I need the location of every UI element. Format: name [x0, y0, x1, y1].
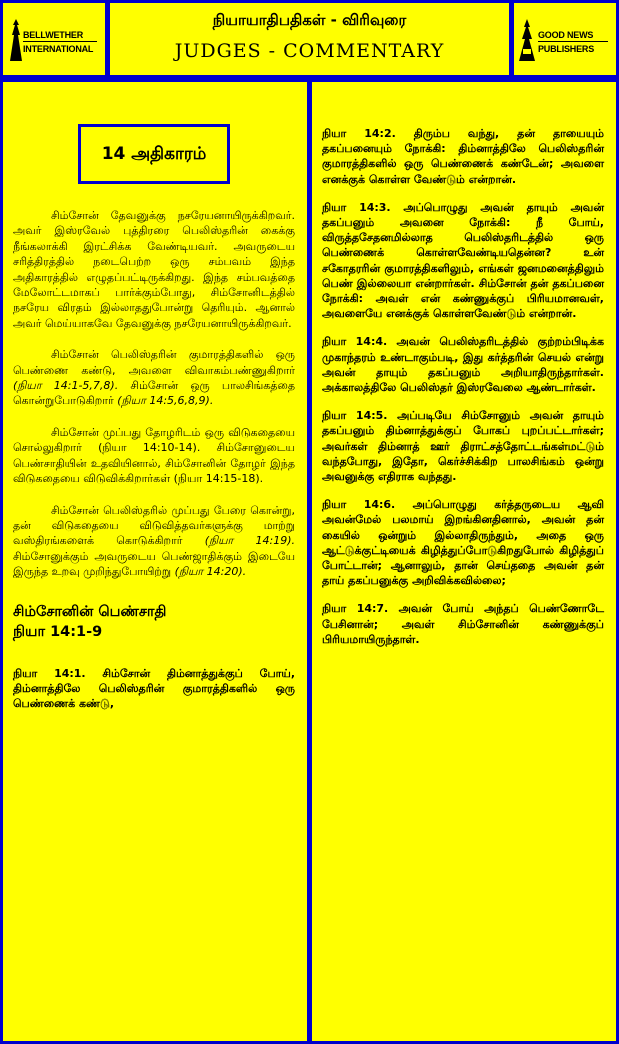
page-header [0, 0, 619, 79]
verse-14-6: நியா 14:6. அப்பொழுது கர்த்தருடைய ஆவி அவன்மேல் பலமாய் இறங்கினதினால், அவன் தன் கையில் ஒன்றும் இல்லாதிருந்தும், அதை ஒரு ஆட்டுக்குட்டியைக் கிழித்துப்போடுகிறதுபோல் கிழித்துப் போட்டான்; ஆனாலும், தான் செய்ததை அவன் தன் தாய் தகப்பனுக்கு அறிவிக்கவில்லை; [322, 498, 604, 588]
section-heading: சிம்சோனின் பெண்சாதி [13, 603, 167, 620]
scripture-ref: (நியா 14:5,6,8,9). [117, 394, 214, 408]
good-news-logo [514, 3, 616, 75]
intro-paragraph: சிம்சோன் தேவனுக்கு நசரேயனாயிருக்கிறவர். அவர் இஸ்ரவேல் புத்திரரை பெலிஸ்தரின் கைக்கு நீங்கலாக்கி இரட்சிக்க வேண்டியவர். அவருடைய சரித்திரத்தில் நடைபெற்ற ஒரு சம்பவம் இந்த அதிகாரத்தில் எழுதப்பட்டிருக்கிறது. இந்த சம்பவத்தை மேலோட்டமாகப் பார்க்கும்போது, சிம்சோனிடத்தில் நசரேய விரதம் இல்லாததுபோன்று தெரியும். ஆனால் அவர் மெய்யாகவே தேவனுக்கு நசரேயனாயிருக்கிறவர். [13, 209, 295, 330]
good-news-book-icon [518, 19, 536, 61]
verse-14-1: நியா 14:1. சிம்சோன் திம்னாத்துக்குப் போய், திம்னாத்திலே பெலிஸ்தரின் குமாரத்திகளில் ஒரு பெண்ணைக் கண்டு, [13, 666, 295, 710]
good-news-logo-line2: PUBLISHERS [538, 44, 595, 54]
summary-paragraph-3 [13, 503, 295, 580]
verse-14-5: நியா 14:5. அப்படியே சிம்சோனும் அவன் தாயும் தகப்பனும் திம்னாத்துக்குப் போகப் புறப்பட்டார்கள்; அவர்கள் திம்னாத் ஊர் திராட்சத்தோட்டங்கள்மட்டும் வந்தபோது, இதோ, கெர்ச்சிக்கிற பாலசிங்கம் ஒன்று அவனுக்கு எதிராக வந்தது. [322, 409, 604, 484]
summary-text-b: சிம்சோனுக்கும் அவருடைய பெண்ஜாதிக்கும் இடையே இருந்த உறவு முறிந்துபோயிற்று [13, 549, 295, 579]
summary-text-a: சிம்சோன் பெலிஸ்தரின் குமாரத்திகளில் ஒரு பெண்ணை கண்டு, அவளை விவாகம்பண்ணுகிறார் [13, 348, 295, 377]
title-tamil: நியாயாதிபதிகள் - விரிவுரை [212, 11, 407, 29]
verse-14-4: நியா 14:4. அவன் பெலிஸ்தரிடத்தில் குற்றம்பிடிக்க முகாந்தரம் உண்டாகும்படி, இது கர்த்தரின் செயல் என்று அவன் தாயும் தகப்பனும் அறியாதிருந்தார்கள். அக்காலத்திலே பெலிஸ்தர் இஸ்ரவேலை ஆண்டார்கள். [322, 335, 604, 395]
bellwether-ram-icon [9, 19, 23, 61]
section-heading-ref: நியா 14:1-9 [13, 623, 103, 640]
title-english: JUDGES - COMMENTARY [174, 40, 445, 62]
verse-14-2: நியா 14:2. திரும்ப வந்து, தன் தாயையும் தகப்பனையும் நோக்கி: திம்னாத்திலே பெலிஸ்தரின் குமாரத்திகளில் ஒரு பெண்ணைக் கண்டேன்; அவளை எனக்குக் கொள்ள வேண்டும் என்றான். [322, 127, 604, 186]
summary-text-a: சிம்சோன் பெலிஸ்தரில் முப்பது பேரை கொன்று, தன் விடுகதையை விடுவித்தவர்களுக்கு மாற்று வஸ்திரங்களைக் கொடுக்கிறார் [13, 503, 295, 548]
bellwether-logo-line2: INTERNATIONAL [23, 44, 94, 54]
good-news-logo-line1: GOOD NEWS [538, 30, 594, 40]
verse-14-3: நியா 14:3. அப்பொழுது அவன் தாயும் அவன் தகப்பனும் அவனை நோக்கி: நீ போய், விருத்தசேதனமில்லாத பெலிஸ்தரிடத்தில் ஒரு பெண்ணைக் கொள்ளவேண்டியதென்ன? உன் சகோதரரின் குமாரத்திகளிலும், எங்கள் ஜனமனைத்திலும் பெண் இல்லையா என்றார்கள். சிம்சோன் தன் தகப்பனை நோக்கி: அவள் என் கண்ணுக்குப் பிரியமானவள், அவளையே எனக்குக் கொள்ளவேண்டும் என்றான். [322, 200, 604, 321]
scripture-ref: (நியா 14:1-5,7,8). [13, 379, 119, 393]
summary-paragraph-1 [13, 347, 295, 409]
right-column [312, 82, 616, 1041]
scripture-ref: (நியா 14:20). [174, 565, 247, 579]
verse-14-7: நியா 14:7. அவன் போய் அந்தப் பெண்ணோடே பேசினான்; அவள் சிம்சோனின் கண்ணுக்குப் பிரியமாயிருந்தாள். [322, 602, 604, 646]
summary-text-b: சிம்சோன் ஒரு பாலசிங்கத்தை கொன்றுபோடுகிறார் [13, 379, 295, 408]
title-box [110, 3, 509, 75]
bellwether-logo [3, 3, 105, 75]
bellwether-logo-line1: BELLWETHER [23, 30, 83, 40]
chapter-label: 14 அதிகாரம் [78, 124, 230, 184]
scripture-ref: (நியா 14:19). [204, 534, 295, 548]
left-column [3, 82, 307, 1041]
summary-paragraph-2: சிம்சோன் முப்பது தோழரிடம் ஒரு விடுகதையை சொல்லுகிறார் (நியா 14:10-14). சிம்சோனுடைய பெண்சாதியின் உதவியினால், சிம்சோனின் தோழர் இந்த விடுகதையை விடுவிக்கிறார்கள் (நியா 14:15-18). [13, 425, 295, 486]
